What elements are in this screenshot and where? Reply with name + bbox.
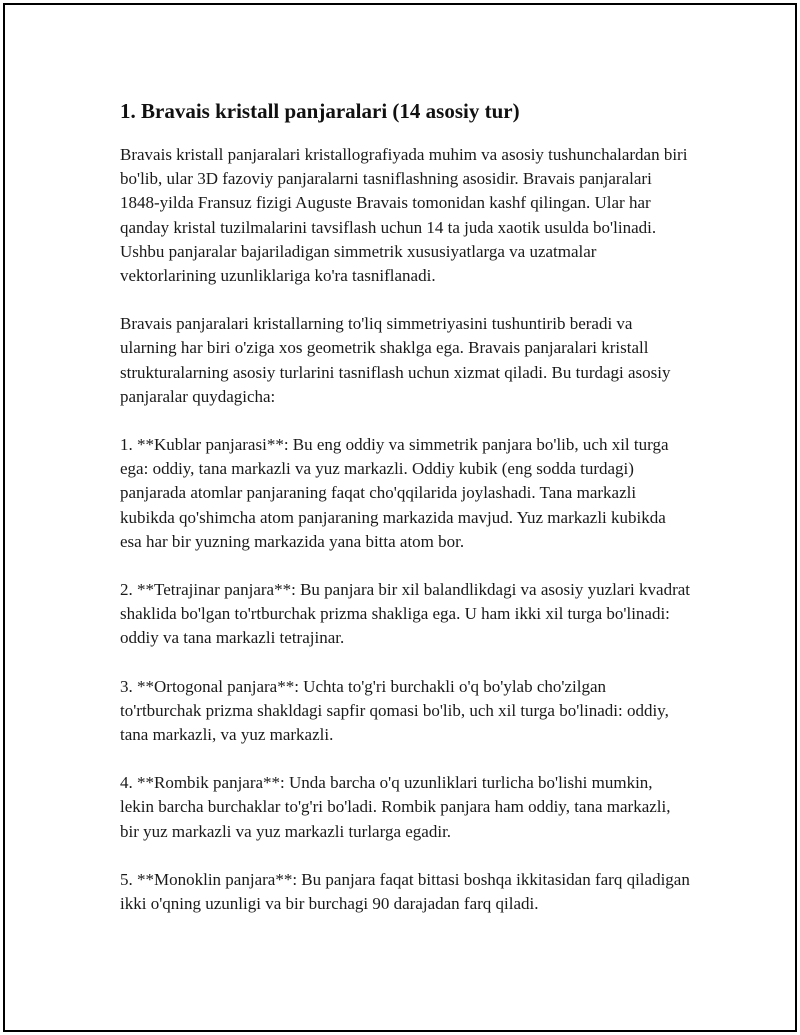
paragraph-rhombic: 4. **Rombik panjara**: Unda barcha o'q uzunliklari turlicha bo'lishi mumkin, lekin barcha burchaklar to'g'ri bo'ladi. Rombik panjara ham oddiy, tana markazli, bir yuz markazli va yuz markazli turlarga egadir. [120, 773, 671, 841]
paragraph-orthogonal: 3. **Ortogonal panjara**: Uchta to'g'ri burchakli o'q bo'ylab cho'zilgan to'rtburchak prizma shakldagi sapfir qomasi bo'lib, uch xil turga bo'linadi: oddiy, tana markazli, va yuz markazli. [120, 676, 669, 745]
document-page [3, 3, 797, 1032]
paragraph-tetragonal: 2. **Tetrajinar panjara**: Bu panjara bir xil balandlikdagi va asosiy yuzlari kvadrat shaklida bo'lgan to'rtburchak prizma shakliga ega. U ham ikki xil turga bo'linadi: oddiy va tana markazli tetrajinar. [120, 580, 691, 648]
paragraph-monoclinic: 5. **Monoklin panjara**: Bu panjara faqat bittasi boshqa ikkitasidan farq qiladigan ikki o'qning uzunligi va bir burchagi 90 darajadan farq qiladi. [120, 869, 690, 914]
paragraph-cubic: 1. **Kublar panjarasi**: Bu eng oddiy va simmetrik panjara bo'lib, uch xil turga ega: oddiy, tana markazli va yuz markazli. Oddiy kubik (eng sodda turdagi) panjarada atomlar panjaraning faqat cho'qqilarida joylashadi. Tana markazli kubikda qo'shimcha atom panjaraning markazida mavjud. Yuz markazli kubikda esa har bir yuzning markazida yana bitta atom bor. [120, 435, 669, 551]
document-body [120, 97, 690, 940]
paragraph-overview: Bravais panjaralari kristallarning to'liq simmetriyasini tushuntirib beradi va ularning har biri o'ziga xos geometrik shaklga ega. Bravais panjaralari kristall strukturalarning asosiy turlarini tasniflash uchun xizmat qiladi. Bu turdagi asosiy panjaralar quydagicha: [120, 314, 671, 406]
paragraph-intro: Bravais kristall panjaralari kristallografiyada muhim va asosiy tushunchalardan biri bo'lib, ular 3D fazoviy panjaralarni tasniflashning asosidir. Bravais panjaralari 1848-yilda Fransuz fizigi Auguste Bravais tomonidan kashf qilingan. Ular har qanday kristal tuzilmalarini tavsiflash uchun 14 ta juda xaotik usulda bo'linadi. Ushbu panjaralar bajariladigan simmetrik xususiyatlarga va uzatmalar vektorlarining uzunliklariga ko'ra tasniflanadi. [120, 145, 688, 286]
section-heading: 1. Bravais kristall panjaralari (14 asosiy tur) [120, 99, 520, 123]
